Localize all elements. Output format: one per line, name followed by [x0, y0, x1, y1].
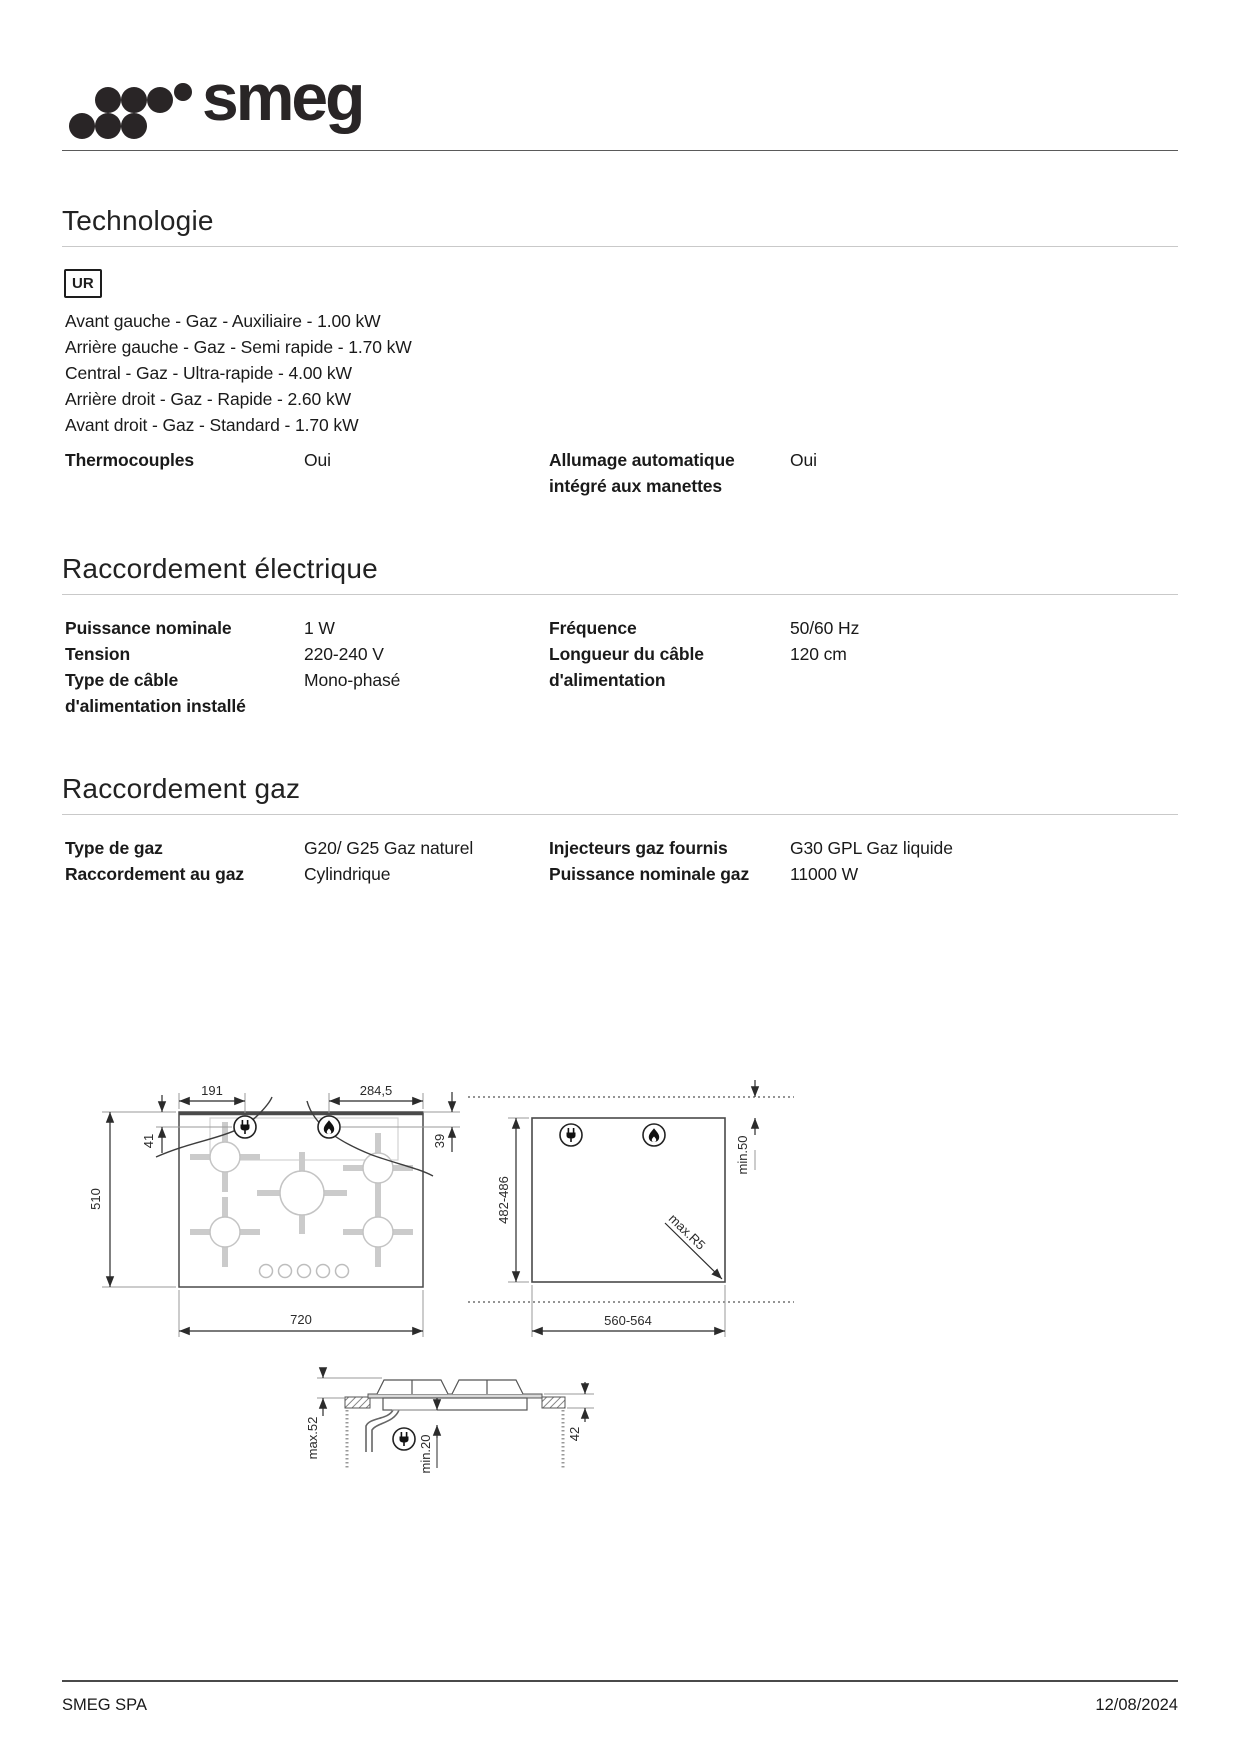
spec-value: Cylindrique [304, 864, 391, 884]
spec-label: Puissance nominale gaz [549, 864, 750, 884]
dim-cutout-height: 482-486 [496, 1176, 511, 1224]
section-title-gaz: Raccordement gaz [62, 773, 301, 804]
spec-pair [62, 447, 546, 473]
dim-width-total: 720 [290, 1312, 312, 1327]
technologie-spec-rows [62, 447, 1178, 499]
hob-side-view-drawing [262, 1370, 612, 1488]
spec-value: Oui [304, 450, 331, 470]
spec-pair [62, 615, 546, 641]
spec-label: Type de câble d'alimentation installé [65, 670, 246, 716]
spec-label: Longueur du câble d'alimentation [549, 644, 704, 690]
spec-value: Oui [790, 450, 817, 470]
section-title-electrique: Raccordement électrique [62, 553, 378, 584]
technical-drawings [62, 1065, 1178, 1510]
plug-icon [234, 1116, 256, 1138]
spec-label: Puissance nominale [65, 618, 232, 638]
hob-top-view-drawing [52, 1065, 472, 1347]
spec-pair [546, 641, 1178, 693]
spec-value: 220-240 V [304, 644, 384, 664]
dim-depth: 510 [88, 1188, 103, 1210]
spec-pair [62, 835, 546, 861]
spec-value: 1 W [304, 618, 335, 638]
dim-width-left: 191 [201, 1083, 223, 1098]
spec-label: Fréquence [549, 618, 637, 638]
dim-recess-depth: 42 [567, 1426, 582, 1442]
spec-pair [62, 861, 546, 887]
spec-value: G20/ G25 Gaz naturel [304, 838, 474, 858]
flame-icon [318, 1116, 340, 1138]
dim-above-worktop: max.52 [305, 1416, 320, 1460]
plug-icon [560, 1124, 582, 1146]
dim-offset-right: 39 [432, 1133, 447, 1149]
spec-value: 50/60 Hz [790, 618, 860, 638]
ur-badge: UR [64, 269, 102, 298]
footer-date: 12/08/2024 [1095, 1696, 1178, 1714]
burner-list [62, 308, 1178, 438]
worktop-cutout-drawing [462, 1075, 802, 1350]
section-rule [62, 814, 1178, 815]
spec-value: G30 GPL Gaz liquide [790, 838, 953, 858]
gaz-spec-rows [62, 835, 1178, 887]
power-cable [366, 1410, 399, 1452]
smeg-dots-icon [62, 50, 198, 142]
spec-pair [546, 615, 1178, 641]
burner-item: Avant droit - Gaz - Standard - 1.70 kW [65, 415, 359, 435]
dim-width-right: 284,5 [359, 1083, 393, 1098]
dim-cutout-width: 560-564 [604, 1313, 652, 1328]
burner-item: Central - Gaz - Ultra-rapide - 4.00 kW [65, 363, 352, 383]
page-footer [62, 1680, 1178, 1715]
dim-below-clearance: min.20 [418, 1434, 433, 1474]
header-divider [62, 150, 1178, 151]
electrique-spec-rows [62, 615, 1178, 719]
spec-pair [62, 641, 546, 667]
logo-wordmark: smeg [202, 60, 363, 134]
burner-item: Arrière droit - Gaz - Rapide - 2.60 kW [65, 389, 352, 409]
dim-offset-left: 41 [141, 1133, 156, 1149]
plug-icon [393, 1428, 415, 1450]
dim-wall-clearance: min.50 [735, 1135, 750, 1175]
flame-icon [643, 1124, 665, 1146]
spec-label: Tension [65, 644, 131, 664]
burner-item: Arrière gauche - Gaz - Semi rapide - 1.70 kW [65, 337, 412, 357]
section-rule [62, 594, 1178, 595]
spec-label: Raccordement au gaz [65, 864, 244, 884]
spec-pair [62, 667, 546, 719]
spec-pair [546, 861, 1178, 887]
spec-pair [546, 835, 1178, 861]
spec-pair [546, 447, 1178, 499]
dim-corner-radius: max.R5 [665, 1210, 709, 1253]
spec-value: Mono-phasé [304, 670, 401, 690]
section-title-technologie: Technologie [62, 205, 214, 236]
burner-item: Avant gauche - Gaz - Auxiliaire - 1.00 kW [65, 311, 381, 331]
spec-label: Allumage automatique intégré aux manettes [549, 450, 735, 496]
section-rule [62, 246, 1178, 247]
spec-value: 120 cm [790, 644, 847, 664]
smeg-logo [62, 0, 1178, 134]
spec-label: Injecteurs gaz fournis [549, 838, 728, 858]
footer-company: SMEG SPA [62, 1696, 147, 1714]
spec-label: Type de gaz [65, 838, 163, 858]
spec-value: 11000 W [790, 864, 859, 884]
spec-label: Thermocouples [65, 450, 195, 470]
